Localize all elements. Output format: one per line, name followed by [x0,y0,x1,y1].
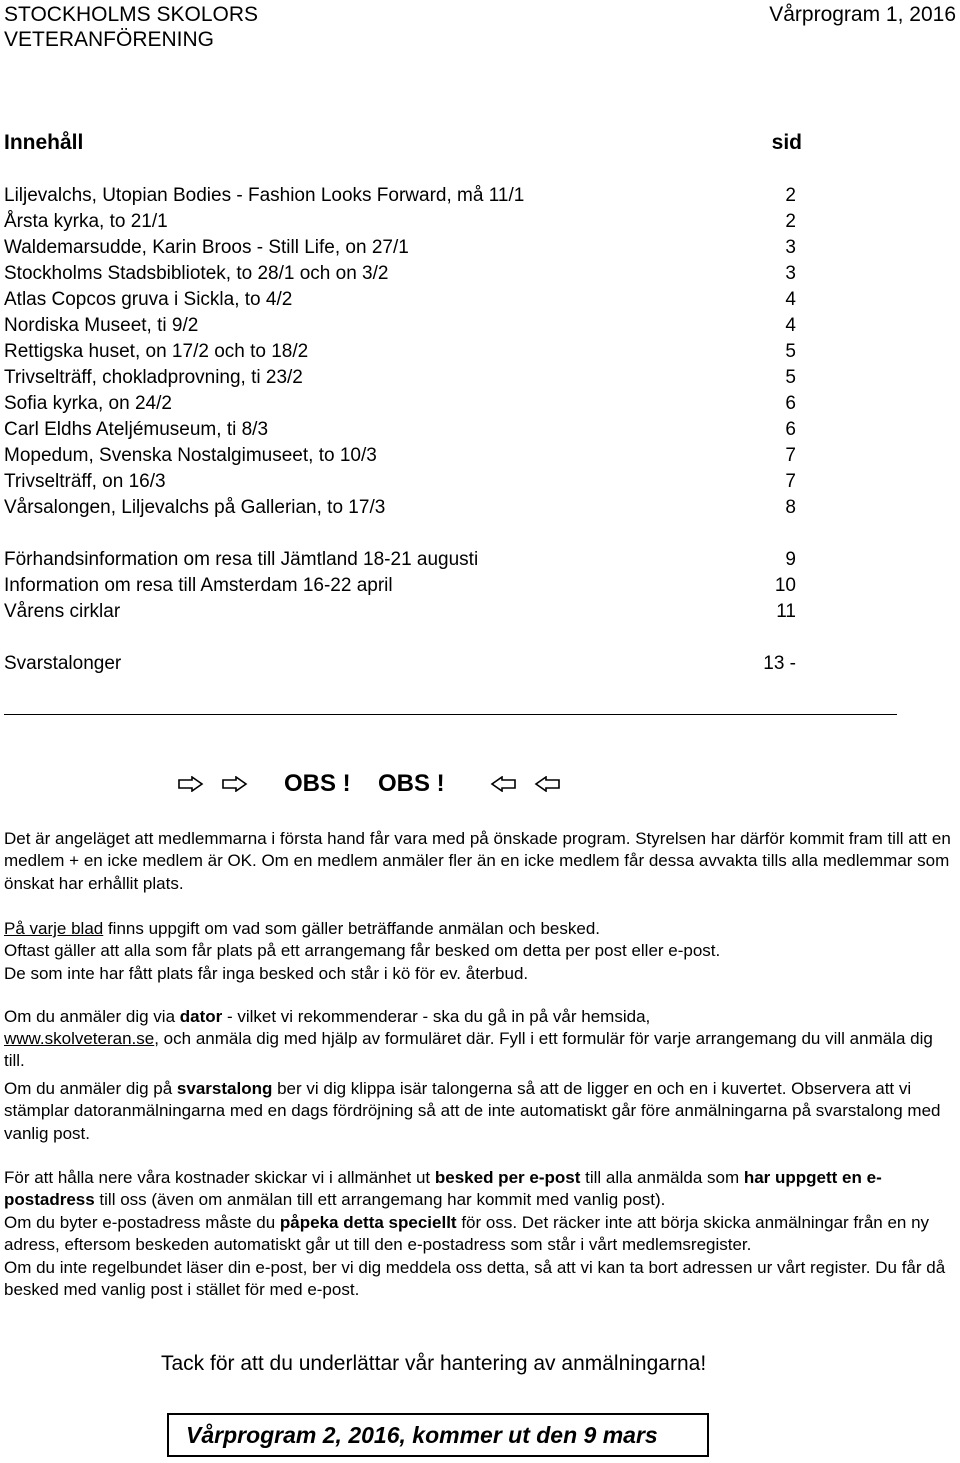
toc-entry-page: 10 [774,575,796,596]
next-program-notice: Vårprogram 2, 2016, kommer ut den 9 mars [186,1422,658,1448]
toc-events-list [4,183,796,521]
info-text-bold: påpeka detta speciellt [279,1212,457,1232]
toc-entry-page: 4 [785,315,796,336]
toc-entry-title: Liljevalchs, Utopian Bodies - Fashion Looks Forward, må 11/1 [4,185,525,206]
program-title: Vårprogram 1, 2016 [769,3,956,26]
info-text: Om du anmäler dig via [4,1007,180,1026]
toc-entry-title: Förhandsinformation om resa till Jämtland 18-21 augusti [4,549,479,570]
info-text-bold: svarstalong [176,1079,273,1098]
toc-entry [4,495,796,521]
toc-heading [4,131,802,155]
toc-entry-title: Nordiska Museet, ti 9/2 [4,315,199,336]
left-arrow-icon [490,776,516,792]
toc-entry [4,469,796,495]
toc-entry-title: Årsta kyrka, to 21/1 [4,211,168,232]
toc-title: Innehåll [4,131,84,154]
info-text: finns uppgift om vad som gäller beträffande anmälan och besked. [103,919,601,938]
toc-entry [4,417,796,443]
info-text: De som inte har fått plats får inga besked och står i kö för ev. återbud. [4,963,529,983]
toc-page-column-label: sid [771,131,802,154]
obs-banner [178,770,578,804]
info-email-paragraph [4,1167,956,1301]
info-text: Om du anmäler dig på [4,1079,177,1098]
toc-entry-title: Atlas Copcos gruva i Sickla, to 4/2 [4,289,293,310]
toc-entry [4,573,796,599]
toc-entry-page: 13 - [763,653,796,674]
toc-entry-title: Trivselträff, on 16/3 [4,471,166,492]
toc-entry-title: Mopedum, Svenska Nostalgimuseet, to 10/3 [4,445,377,466]
obs-label: OBS ! [284,770,351,797]
left-arrow-icon [534,776,560,792]
toc-entry-page: 3 [785,237,796,258]
info-text: Om du inte regelbundet läser din e-post, ber vi dig meddela oss detta, så att vi kan ta bort adressen ur vårt register. Du får då besked med vanlig post i stället för med e-post. [4,1257,946,1300]
info-website-paragraph [4,1028,956,1073]
info-talong-paragraph [4,1078,956,1145]
toc-entry [4,443,796,469]
toc-entry-title: Sofia kyrka, on 24/2 [4,393,172,414]
info-text: ber vi dig klippa isär talongerna så att de ligger en och en i kuvertet. Observera att vi stämplar datoranmälningarna med en dags fördröjning så att de inte automatiskt går före anmälningarna på svarstalong med vanlig post. [4,1079,941,1143]
toc-entry-title: Trivselträff, chokladprovning, ti 23/2 [4,367,303,388]
toc-entry [4,547,796,573]
info-text: Om du byter e-postadress måste du [4,1212,280,1232]
toc-entry [4,209,796,235]
info-computer-paragraph [4,1006,956,1028]
toc-entry [4,261,796,287]
toc-entry-title: Information om resa till Amsterdam 16-22 april [4,575,393,596]
separator-line [4,714,897,715]
toc-forms-list [4,651,796,677]
toc-entry [4,287,796,313]
info-text: för oss. Det räcker inte att börja skicka anmälningar från en ny adress, eftersom beskeden automatiskt går ut till den e-postadress som står i vårt medlemsregister. [4,1212,930,1255]
toc-entry [4,313,796,339]
info-priority-paragraph [4,828,956,895]
toc-entry-page: 8 [785,497,796,518]
info-text-bold: har uppgett en e-postadress [4,1168,882,1210]
toc-info-list [4,547,796,625]
toc-entry [4,365,796,391]
toc-entry-page: 7 [785,445,796,466]
toc-entry-page: 6 [785,419,796,440]
toc-entry-page: 5 [785,367,796,388]
right-arrow-icon [178,776,204,792]
toc-entry [4,599,796,625]
toc-entry-title: Rettigska huset, on 17/2 och to 18/2 [4,341,309,362]
toc-entry-page: 11 [776,601,796,622]
thanks-message: Tack för att du underlättar vår hantering av anmälningarna! [161,1352,707,1375]
organization-name [4,2,258,52]
toc-entry-title: Vårens cirklar [4,601,121,622]
info-registration-paragraph [4,918,956,985]
toc-entry-title: Waldemarsudde, Karin Broos - Still Life, on 27/1 [4,237,409,258]
info-text: till oss (även om anmälan till ett arrangemang har kommit med vanlig post). [94,1190,666,1210]
toc-entry [4,339,796,365]
info-text-underlined: På varje blad [4,919,104,938]
toc-entry-title: Stockholms Stadsbibliotek, to 28/1 och on 3/2 [4,263,389,284]
toc-entry-page: 2 [785,211,796,232]
toc-entry-title: Vårsalongen, Liljevalchs på Gallerian, to 17/3 [4,497,386,518]
info-text: För att hålla nere våra kostnader skickar vi i allmänhet ut [4,1168,435,1187]
info-text: till alla anmälda som [580,1168,744,1187]
organization-name-line2: VETERANFÖRENING [4,28,215,51]
info-text: Oftast gäller att alla som får plats på ett arrangemang får besked om detta per post eller e-post. [4,941,721,961]
organization-name-line1: STOCKHOLMS SKOLORS [4,3,259,26]
info-text: Det är angeläget att medlemmarna i första hand får vara med på önskade program. Styrelsen har därför kommit fram till att en medlem + en icke medlem är OK. Om en medlem anmäler fler än en icke medlem får dessa avvakta tills alla medlemmar som önskat har erhållit plats. [4,829,951,893]
info-text: - vilket vi rekommenderar - ska du gå in på vår hemsida, [222,1007,651,1026]
toc-entry-title: Carl Eldhs Ateljémuseum, ti 8/3 [4,419,269,440]
right-arrow-icon [222,776,248,792]
toc-entry-page: 5 [785,341,796,362]
info-text: , och anmäla dig med hjälp av formuläret där. Fyll i ett formulär för varje arrangemang du vill anmäla dig till. [4,1029,933,1071]
toc-entry-page: 3 [785,263,796,284]
toc-entry [4,235,796,261]
toc-entry-page: 7 [785,471,796,492]
toc-entry-page: 9 [785,549,796,570]
toc-entry-page: 4 [785,289,796,310]
website-link[interactable]: www.skolveteran.se [4,1029,155,1048]
toc-entry-page: 2 [785,185,796,206]
toc-entry-title: Svarstalonger [4,653,122,674]
info-text-bold: besked per e-post [434,1168,581,1187]
info-text-bold: dator [179,1007,223,1026]
toc-entry [4,183,796,209]
obs-label: OBS ! [378,770,445,797]
toc-entry-page: 6 [785,393,796,414]
toc-entry [4,651,796,677]
toc-entry [4,391,796,417]
next-program-box [167,1413,709,1457]
